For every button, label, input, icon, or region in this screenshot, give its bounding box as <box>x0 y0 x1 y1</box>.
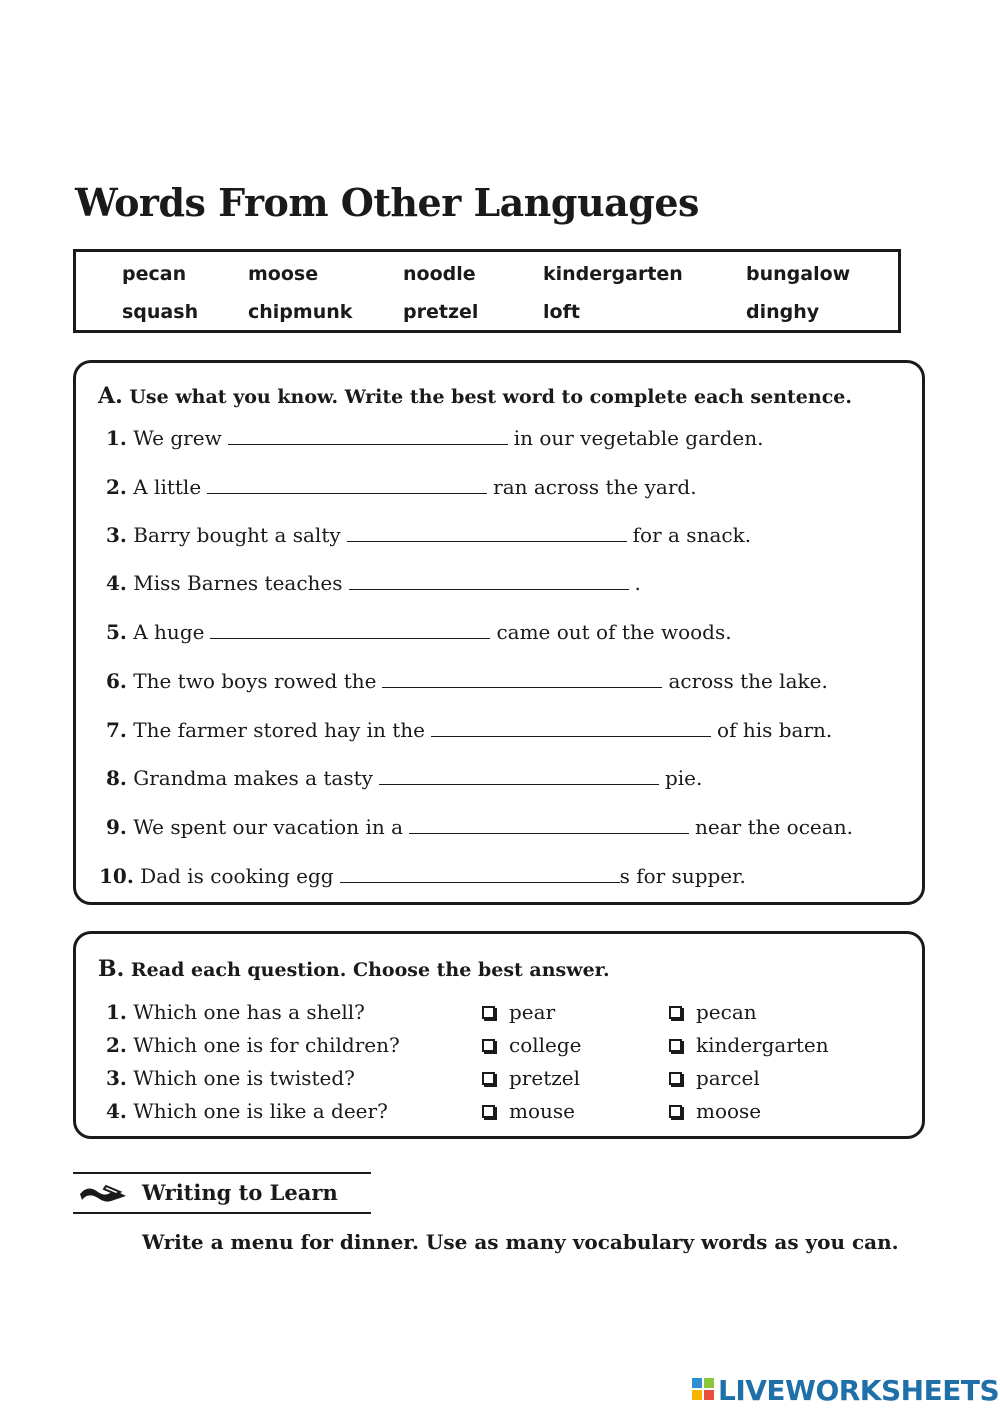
checkbox[interactable] <box>669 1105 682 1118</box>
answer-blank[interactable] <box>349 571 629 590</box>
word-bank-word: pecan <box>122 263 187 285</box>
question: 3. Which one is twisted? <box>106 1066 355 1090</box>
divider <box>73 1212 371 1214</box>
checkbox[interactable] <box>482 1105 495 1118</box>
sentence-item: 9. We spent our vacation in a near the ocean. <box>106 815 853 839</box>
checkbox[interactable] <box>669 1072 682 1085</box>
answer-blank[interactable] <box>379 766 659 785</box>
answer-option[interactable]: moose <box>669 1099 761 1123</box>
sentence-item: 6. The two boys rowed the across the lake. <box>106 669 828 693</box>
answer-blank[interactable] <box>207 475 487 494</box>
sentence-item: 5. A huge came out of the woods. <box>106 620 732 644</box>
answer-option[interactable]: kindergarten <box>669 1033 829 1057</box>
word-bank-word: noodle <box>403 263 476 285</box>
answer-blank[interactable] <box>228 426 508 445</box>
section-letter: B. <box>98 956 125 982</box>
answer-blank[interactable] <box>431 718 711 737</box>
sentence-item: 3. Barry bought a salty for a snack. <box>106 523 752 547</box>
checkbox[interactable] <box>482 1072 495 1085</box>
word-bank <box>73 249 901 333</box>
answer-blank[interactable] <box>347 523 627 542</box>
page-title: Words From Other Languages <box>75 180 699 225</box>
pencil-icon <box>76 1180 132 1208</box>
sentence-item: 4. Miss Barnes teaches . <box>106 571 641 595</box>
answer-blank[interactable] <box>382 669 662 688</box>
instruction-text: Read each question. Choose the best answer. <box>130 959 610 981</box>
word-bank-word: kindergarten <box>543 263 683 285</box>
writing-prompt: Write a menu for dinner. Use as many vocabulary words as you can. <box>142 1230 899 1254</box>
word-bank-word: moose <box>248 263 319 285</box>
question: 2. Which one is for children? <box>106 1033 400 1057</box>
checkbox[interactable] <box>482 1039 495 1052</box>
sentence-item: 7. The farmer stored hay in the of his barn. <box>106 718 833 742</box>
section-a-instruction <box>98 383 852 409</box>
sentence-item: 8. Grandma makes a tasty pie. <box>106 766 703 790</box>
liveworksheets-logo-icon <box>692 1378 714 1402</box>
section-letter: A. <box>98 383 123 409</box>
checkbox[interactable] <box>669 1006 682 1019</box>
watermark: LIVEWORKSHEETS <box>718 1374 1000 1407</box>
writing-to-learn-label: Writing to Learn <box>142 1180 338 1205</box>
word-bank-word: bungalow <box>746 263 851 285</box>
answer-blank[interactable] <box>409 815 689 834</box>
section-b-instruction <box>98 956 610 982</box>
answer-blank[interactable] <box>340 864 620 883</box>
word-bank-word: loft <box>543 301 580 323</box>
answer-option[interactable]: pecan <box>669 1000 757 1024</box>
answer-option[interactable]: pretzel <box>482 1066 580 1090</box>
section-a <box>73 360 925 905</box>
answer-option[interactable]: parcel <box>669 1066 760 1090</box>
sentence-item: 10. Dad is cooking egg s for supper. <box>99 864 746 888</box>
word-bank-word: squash <box>122 301 199 323</box>
word-bank-word: chipmunk <box>248 301 353 323</box>
checkbox[interactable] <box>669 1039 682 1052</box>
word-bank-word: pretzel <box>403 301 479 323</box>
answer-blank[interactable] <box>210 620 490 639</box>
section-b <box>73 931 925 1139</box>
checkbox[interactable] <box>482 1006 495 1019</box>
answer-option[interactable]: mouse <box>482 1099 575 1123</box>
answer-option[interactable]: pear <box>482 1000 555 1024</box>
question: 1. Which one has a shell? <box>106 1000 365 1024</box>
divider <box>73 1172 371 1174</box>
sentence-item: 1. We grew in our vegetable garden. <box>106 426 764 450</box>
question: 4. Which one is like a deer? <box>106 1099 388 1123</box>
answer-option[interactable]: college <box>482 1033 582 1057</box>
sentence-item: 2. A little ran across the yard. <box>106 475 697 499</box>
instruction-text: Use what you know. Write the best word to complete each sentence. <box>129 386 852 408</box>
word-bank-word: dinghy <box>746 301 820 323</box>
